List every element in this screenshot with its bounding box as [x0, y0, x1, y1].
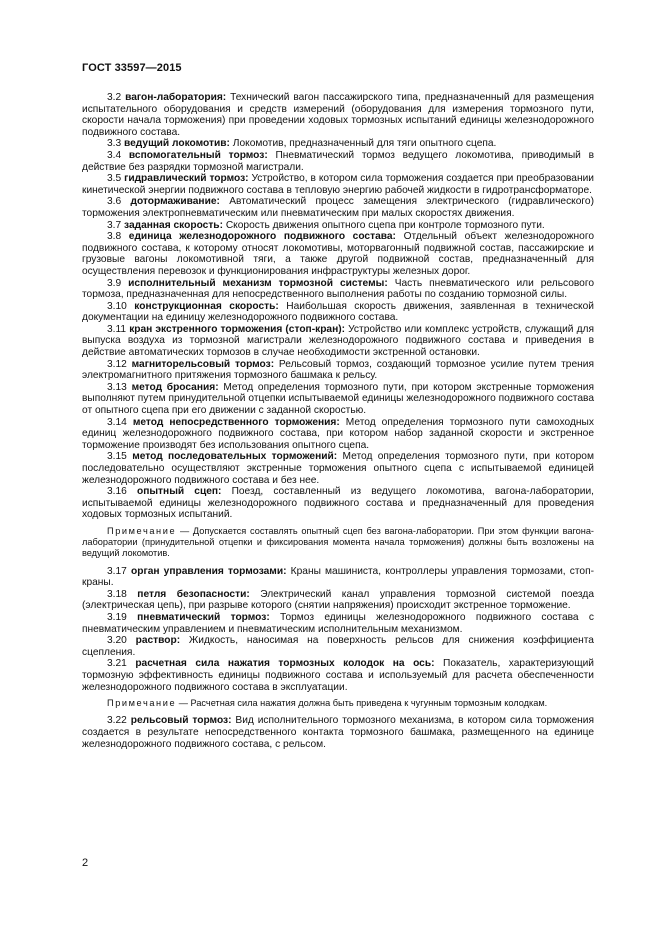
term-entry: [82, 278, 594, 301]
term-number: 3.5: [107, 173, 122, 185]
term-number: 3.15: [107, 451, 127, 463]
term-name: опытный сцеп:: [136, 486, 222, 498]
term-definition: Отдельный объект железнодорожного подвижного состава, к которому относят локомотивы, моторвагонный подвижной состав, пассажирские и грузовые вагоны локомотивной тяги, а также другой подвижной состав, предназначенный для осуществления перевозок и функционирования инфраструктуры железных дорог.: [82, 231, 594, 277]
term-entry: [82, 612, 594, 635]
term-name: петля безопасности:: [137, 588, 250, 600]
term-number: 3.16: [107, 486, 127, 498]
term-entry: [82, 658, 594, 693]
term-name: метод непосредственного торможения:: [132, 416, 340, 428]
term-name: раствор:: [135, 635, 181, 647]
term-definition: Тормоз единицы железнодорожного подвижного состава с пневматическим управлением и пневматическим исполнительным механизмом.: [82, 611, 594, 635]
term-entry: [82, 486, 594, 521]
term-number: 3.10: [107, 300, 127, 312]
term-definition: Метод определения тормозного пути, при котором последовательно осуществляют экстренные торможения опытного сцепа с испытываемой единицей железнодорожного подвижного состава и без нее.: [82, 451, 594, 486]
term-number: 3.4: [107, 149, 122, 161]
term-name: рельсовый тормоз:: [130, 715, 232, 727]
term-entry: [82, 451, 594, 486]
term-entry: [82, 359, 594, 382]
term-entry: [82, 417, 594, 452]
term-entry: [82, 715, 594, 750]
term-entry: [82, 324, 594, 359]
term-entry: [82, 566, 594, 589]
term-entry: [82, 150, 594, 173]
page-number: 2: [82, 857, 89, 869]
term-name: исполнительный механизм тормозной системы:: [128, 277, 388, 289]
term-definition: Показатель, характеризующий тормозную эффективность единицы подвижного состава и используемый для расчета обеспеченности железнодорожного подвижного состава в эксплуатации.: [82, 658, 594, 693]
term-number: 3.3: [107, 138, 122, 150]
term-name: орган управления тормозами:: [131, 565, 287, 577]
term-number: 3.21: [107, 658, 127, 670]
terms-group-1: [82, 92, 594, 521]
terms-group-3: [82, 715, 594, 750]
term-number: 3.20: [107, 635, 127, 647]
term-entry: [82, 92, 594, 138]
term-number: 3.13: [107, 381, 127, 393]
note-1-text: — Допускается составлять опытный сцеп без вагона-лаборатории. При этом функции вагона-лаборатории (принудительной отцепки и фиксирования момента начала торможения) должны быть возложены на ведущий локомотив.: [82, 525, 594, 559]
term-definition: Поезд, составленный из ведущего локомотива, вагона-лаборатории, испытываемой единицы железнодорожного подвижного состава и предназначенный для проведения ходовых тормозных испытаний.: [82, 486, 594, 521]
term-number: 3.11: [107, 323, 127, 335]
term-entry: [82, 173, 594, 196]
note-2-text: — Расчетная сила нажатия должна быть приведена к чугунным тормозным колодкам.: [178, 698, 548, 709]
term-number: 3.8: [107, 231, 122, 243]
term-entry: [82, 220, 594, 232]
term-number: 3.17: [107, 565, 127, 577]
note-2-label: Примечание: [107, 698, 177, 709]
term-entry: [82, 231, 594, 277]
term-number: 3.19: [107, 611, 127, 623]
term-definition: Устройство или комплекс устройств, служащий для выпуска воздуха из тормозной магистрали железнодорожного подвижного состава и приведения в действие автоматических тормозов в случае необходимости экстренной остановки.: [82, 323, 594, 359]
term-name: пневматический тормоз:: [137, 611, 270, 623]
term-entry: [82, 196, 594, 219]
term-entry: [82, 382, 594, 417]
term-name: метод бросания:: [131, 381, 219, 393]
document-header: ГОСТ 33597—2015: [82, 62, 182, 74]
term-number: 3.2: [107, 92, 122, 103]
terms-section: [82, 92, 594, 750]
term-name: единица железнодорожного подвижного состава:: [128, 231, 396, 243]
term-number: 3.22: [107, 715, 127, 727]
term-definition: Метод определения тормозного пути, при котором экстренные торможения выполняют путем принудительной отцепки испытываемой единицы железнодорожного подвижного состава от опытного сцепа при его движении с заданной скоростью.: [82, 381, 594, 417]
term-number: 3.9: [107, 277, 122, 289]
term-definition: Электрический канал управления тормозной системой поезда (электрическая цепь), при разрыве которого (снятии напряжения) происходит экстренное торможение.: [82, 588, 594, 612]
term-number: 3.12: [107, 358, 127, 370]
term-number: 3.7: [107, 219, 122, 231]
term-definition: Часть пневматического или рельсового тормоза, предназначенная для непосредственного выполнения работы по созданию тормозной силы.: [82, 277, 595, 301]
term-definition: Автоматический процесс замещения электрического (гидравлического) торможения электропневматическим или пневматическим при малых скоростях движения.: [82, 196, 594, 219]
term-entry: [82, 138, 594, 150]
term-definition: Метод определения тормозного пути самоходных единиц железнодорожного подвижного состава, при котором набор заданной скорости и экстренное торможение производят без использования опытного сцепа.: [82, 416, 594, 451]
note-1: [82, 526, 594, 560]
term-name: ведущий локомотив:: [124, 138, 230, 150]
term-definition: Пневматический тормоз ведущего локомотива, приводимый в действие без разрядки тормозной магистрали.: [82, 149, 594, 173]
term-name: кран экстренного торможения (стоп-кран):: [129, 323, 346, 335]
term-definition: Локомотив, предназначенный для тяги опытного сцепа.: [232, 138, 497, 150]
term-entry: [82, 589, 594, 612]
term-definition: Технический вагон пассажирского типа, предназначенный для размещения испытательного оборудования и средств измерений (оборудования для измерения тормозного пути, скорости начала торможения) при проведении ходовых тормозных испытаний единицы железнодорожного подвижного состава.: [82, 92, 595, 138]
term-definition: Жидкость, наносимая на поверхность рельсов для снижения коэффициента сцепления.: [82, 635, 594, 658]
term-name: вагон-лаборатория:: [125, 92, 227, 103]
term-name: метод последовательных торможений:: [132, 451, 338, 463]
term-definition: Скорость движения опытного сцепа при контроле тормозного пути.: [225, 219, 545, 231]
note-2: [82, 698, 594, 709]
term-name: вспомогательный тормоз:: [128, 149, 268, 161]
term-definition: Наибольшая скорость движения, заявленная в технической документации на единицу железнодорожного подвижного состава.: [82, 300, 594, 324]
term-definition: Устройство, в котором сила торможения создается при преобразовании кинетической энергии подвижного состава в тепловую энергию рабочей жидкости в гидротрансформаторе.: [82, 173, 594, 196]
term-entry: [82, 635, 594, 658]
term-name: дотормаживание:: [130, 196, 220, 208]
term-definition: Краны машиниста, контроллеры управления тормозами, стоп-краны.: [82, 565, 594, 589]
term-name: магниторельсовый тормоз:: [131, 358, 275, 370]
term-definition: Вид исполнительного тормозного механизма, в котором сила торможения создается в результате непосредственного контакта тормозного башмака, размещенного на единице железнодорожного подвижного состава, с рельсом.: [82, 715, 594, 750]
term-number: 3.18: [107, 588, 127, 600]
term-number: 3.14: [107, 416, 127, 428]
term-name: заданная скорость:: [124, 219, 223, 231]
term-name: гидравлический тормоз:: [124, 173, 249, 185]
term-number: 3.6: [107, 196, 122, 208]
note-1-label: Примечание: [107, 525, 177, 536]
term-name: конструкционная скорость:: [134, 300, 279, 312]
term-name: расчетная сила нажатия тормозных колодок на ось:: [135, 658, 435, 670]
term-entry: [82, 301, 594, 324]
term-definition: Рельсовый тормоз, создающий тормозное усилие путем трения электромагнитного притяжения тормозного башмака к рельсу.: [82, 358, 594, 382]
terms-group-2: [82, 566, 594, 694]
